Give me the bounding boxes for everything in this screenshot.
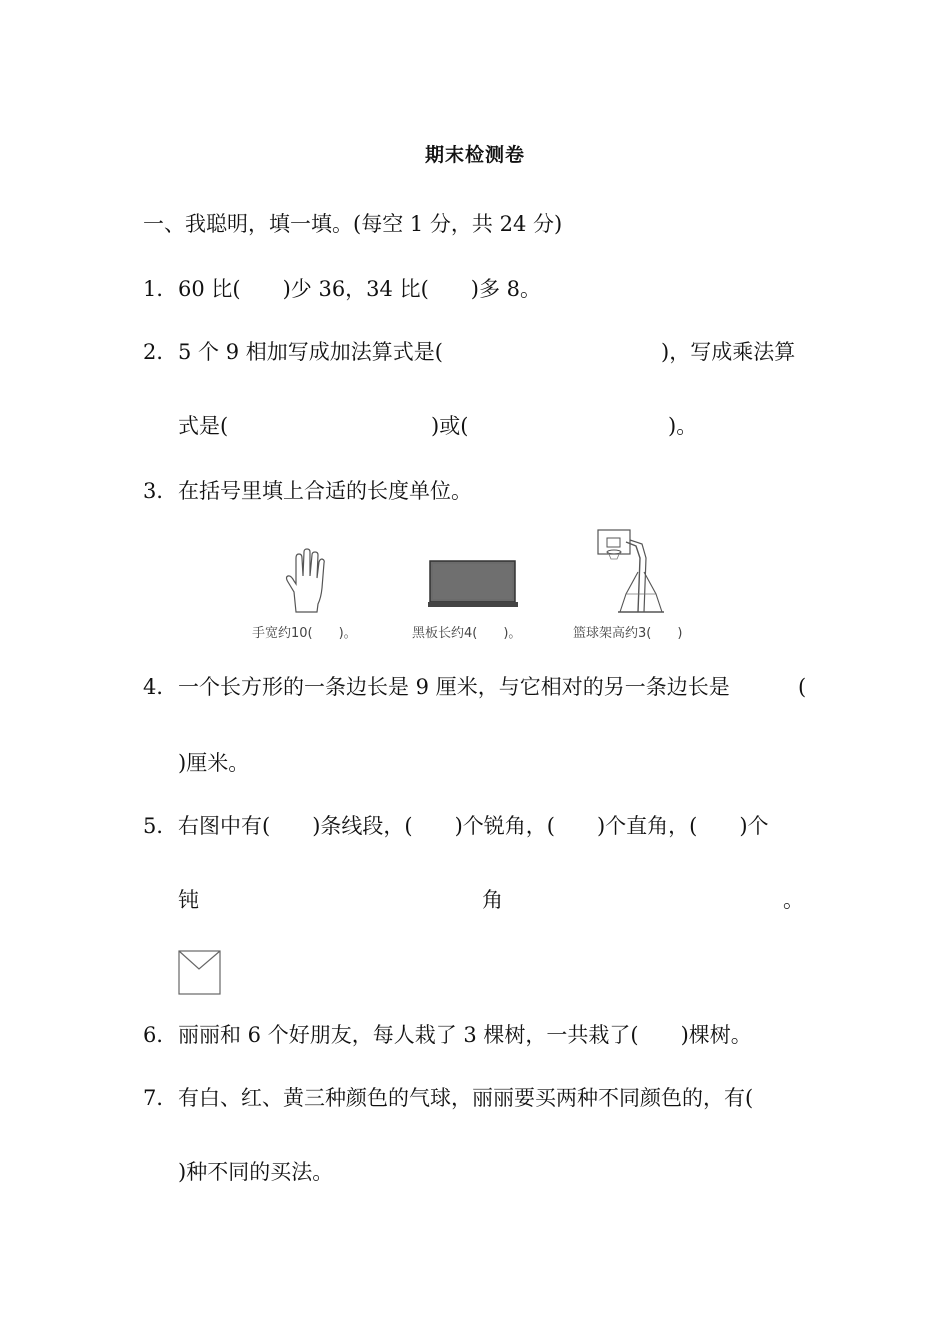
q5-line2-a: 钝 — [178, 888, 199, 912]
q2-line2-a: 式是( — [178, 414, 229, 438]
basketball-stand-illustration — [590, 528, 670, 618]
q2-line1: 5 个 9 相加写成加法算式是( — [178, 340, 443, 364]
q3-text: 在括号里填上合适的长度单位。 — [178, 479, 472, 503]
page-title: 期末检测卷 — [424, 144, 525, 166]
blackboard-caption: 黑板长约4( )。 — [412, 626, 522, 641]
q4-number: 4． — [143, 675, 178, 699]
q7-line2: )种不同的买法。 — [178, 1160, 334, 1184]
q4-line2: )厘米。 — [178, 751, 250, 775]
q5-envelope-figure — [178, 950, 222, 996]
hand-caption: 手宽约10( )。 — [252, 626, 357, 641]
q2-line2-c: )。 — [668, 414, 698, 438]
q5-number: 5． — [143, 814, 178, 838]
q6-text: 丽丽和 6 个好朋友，每人栽了 3 棵树，一共栽了( )棵树。 — [178, 1023, 752, 1047]
q3-number: 3． — [143, 479, 178, 503]
section-1-heading: 一、我聪明，填一填。(每空 1 分，共 24 分) — [143, 212, 563, 236]
q2-line1-end: )，写成乘法算 — [661, 340, 796, 364]
basketball-stand-caption: 篮球架高约3( ) — [573, 626, 683, 641]
q6-number: 6． — [143, 1023, 178, 1047]
q1-text: 60 比( )少 36，34 比( )多 8。 — [178, 277, 541, 301]
q2-line2-b: )或( — [431, 414, 469, 438]
q7-number: 7． — [143, 1086, 178, 1110]
q5-line2-b: 角 — [482, 888, 503, 912]
q5-line1: 右图中有( )条线段，( )个锐角，( )个直角，( )个 — [178, 814, 769, 838]
q4-line1: 一个长方形的一条边长是 9 厘米，与它相对的另一条边长是 — [178, 675, 730, 699]
blackboard-illustration — [428, 560, 518, 610]
q7-line1: 有白、红、黄三种颜色的气球，丽丽要买两种不同颜色的，有( — [178, 1086, 754, 1110]
q2-number: 2． — [143, 340, 178, 364]
q5-line2-c: 。 — [783, 888, 804, 912]
q4-line1-end: ( — [798, 675, 807, 699]
hand-illustration — [282, 548, 328, 616]
q1-number: 1． — [143, 277, 178, 301]
